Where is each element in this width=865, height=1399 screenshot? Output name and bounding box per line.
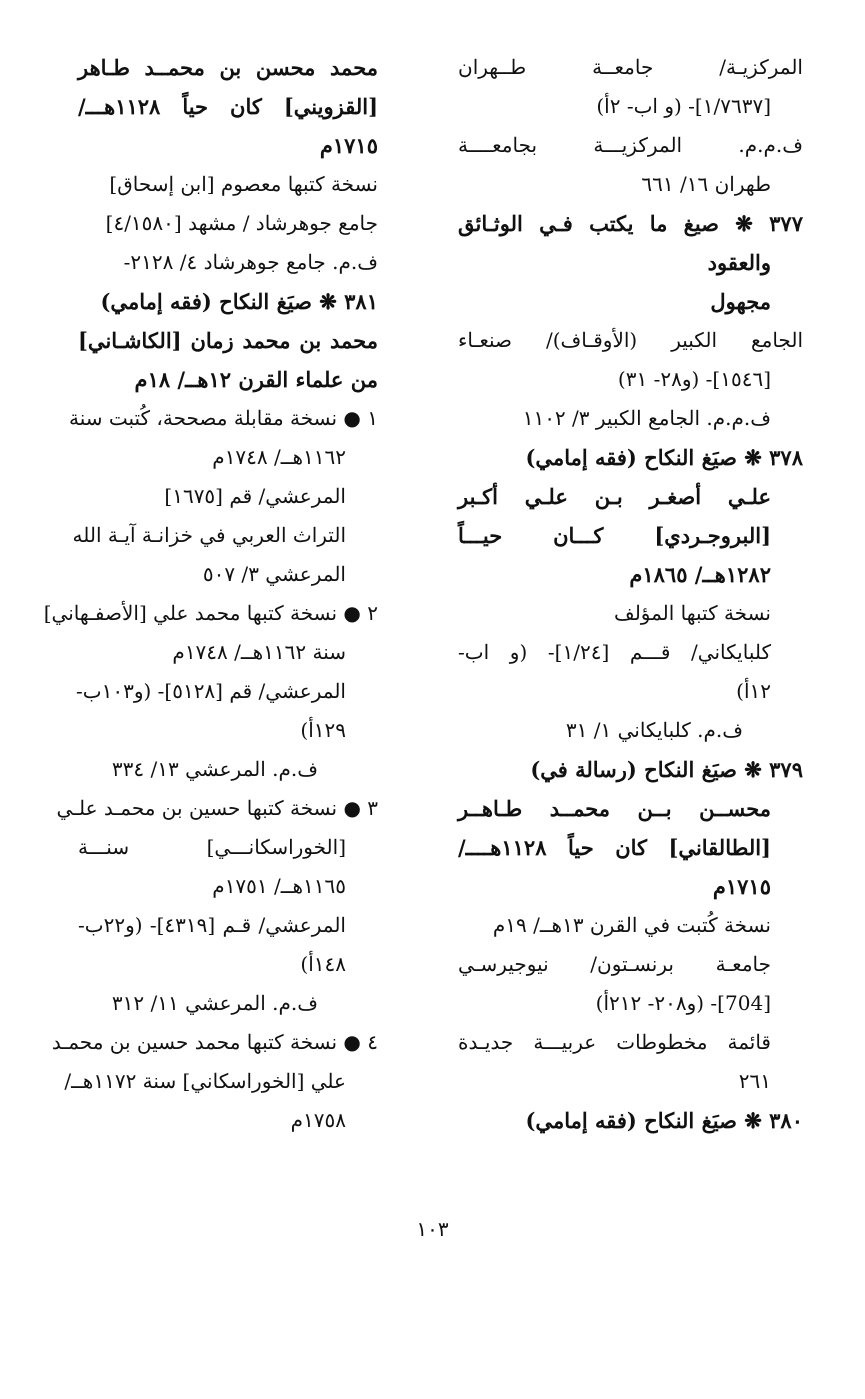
text-line: جامع جوهرشاد / مشهد [٤/١٥٨٠] [105,211,378,235]
text-line: [١/٧٦٣٧]- (و اب- ٢أ) [596,94,771,118]
text-line: [الطالقاني] كان حياً ١١٢٨هــــ/ [458,835,771,860]
text-line: ف.م.م. الجامع الكبير ٣/ ١١٠٢ [522,406,771,430]
right-column [458,48,803,1140]
text-line: والعقود [707,250,771,275]
text-line: ١٤٨أ) [300,952,346,976]
text-line: المرعشي/ قـم [٤٣١٩]- (و٢٢ب- [78,913,346,937]
text-line: المرعشي ٣/ ٥٠٧ [202,562,346,586]
left-column [43,48,378,1140]
text-line: التراث العربي في خزانـة آيـة الله [72,523,346,547]
text-line: ١٢٩أ) [300,718,346,742]
text-line: قائمة مخطوطات عربيـــة جديـدة [458,1030,771,1054]
text-line: ٣ ● نسخة كتبها حسين بن محمـد علـي [56,796,378,820]
text-line: علي [الخوراسكاني] سنة ١١٧٢هــ/ [64,1069,346,1093]
text-line: [704]- (و٢٠٨- ٢١٢أ) [595,991,771,1015]
text-line: محســن بــن محمــد طـاهــر [458,796,771,821]
text-line: ١١٦٢هــ/ ١٧٤٨م [212,445,346,469]
text-line: طهران ١٦/ ٦٦١ [641,172,771,196]
text-line: ١٧١٥م [712,874,771,899]
text-line: الجامع الكبير (الأوقـاف)/ صنعـاء [458,328,803,352]
text-line: ١٢أ) [736,679,771,703]
text-line: محمد محسن بن محمــد طـاهر [78,55,378,80]
text-line: ٣٨١ ❋ صيَغ النكاح (فقه إمامي) [100,289,378,314]
text-line: ١٧١٥م [319,133,378,158]
text-line: ٣٧٧ ❋ صيغ ما يكتب فـي الوثـائق [458,211,803,236]
text-line: ف.م.م. المركزيـــة بجامعــــة [458,133,803,157]
text-line: جامعـة برنسـتون/ نيوجيرسـي [458,952,771,976]
text-line: نسخة كُتبت في القرن ١٣هــ/ ١٩م [492,913,771,937]
text-line: ١٧٥٨م [290,1108,346,1132]
text-line: مجهول [710,289,771,314]
text-line: نسخة كتبها المؤلف [613,601,771,625]
text-line: ٣٧٨ ❋ صيَغ النكاح (فقه إمامي) [525,445,803,470]
text-line: علـي أصغـر بـن علـي أكـبر [458,484,771,509]
text-line: ف.م. المرعشي ١١/ ٣١٢ [111,991,318,1015]
text-line: [البروجـردي] كـــان حيـــاً [458,523,771,548]
text-line: من علماء القرن ١٢هــ/ ١٨م [134,367,378,392]
text-line: ف.م. كلبايكاني ١/ ٣١ [565,718,743,742]
text-line: محمد بن محمد زمان [الكاشـاني] [78,328,378,353]
text-line: ٢٦١ [738,1069,771,1093]
text-line: ف.م. المرعشي ١٣/ ٣٣٤ [111,757,318,781]
text-line: نسخة كتبها معصوم [ابن إسحاق] [109,172,378,196]
text-line: ١١٦٥هــ/ ١٧٥١م [212,874,346,898]
page-number: ١٠٣ [416,1217,449,1241]
text-line: المرعشي/ قم [٥١٢٨]- (و١٠٣ب- [75,679,346,703]
text-line: ١٢٨٢هــ/ ١٨٦٥م [629,562,771,587]
text-line: ١ ● نسخة مقابلة مصححة، كُتبت سنة [68,406,378,430]
text-line: [القزويني] كان حياً ١١٢٨هـــ/ [78,94,378,119]
text-line: ف.م. جامع جوهرشاد ٤/ ٢١٢٨- [123,250,378,274]
text-line: ٣٨٠ ❋ صيَغ النكاح (فقه إمامي) [525,1108,803,1133]
text-line: [الخوراسكانـــي] سنـــة [78,835,346,859]
text-line: المركزيـة/ جامعــة طــهران [458,55,803,79]
text-line: ٣٧٩ ❋ صيَغ النكاح (رسالة في) [530,757,803,782]
text-line: ٢ ● نسخة كتبها محمد علي [الأصفـهاني] [43,601,378,625]
text-line: [١٥٤٦]- (و٢٨- ٣١) [617,367,771,391]
text-line: سنة ١١٦٢هــ/ ١٧٤٨م [172,640,346,664]
text-line: ٤ ● نسخة كتبها محمد حسين بن محمـد [51,1030,378,1054]
text-line: المرعشي/ قم [١٦٧٥] [164,484,346,508]
text-line: كلبايكاني/ قـــم [١/٢٤]- (و اب- [458,640,771,664]
